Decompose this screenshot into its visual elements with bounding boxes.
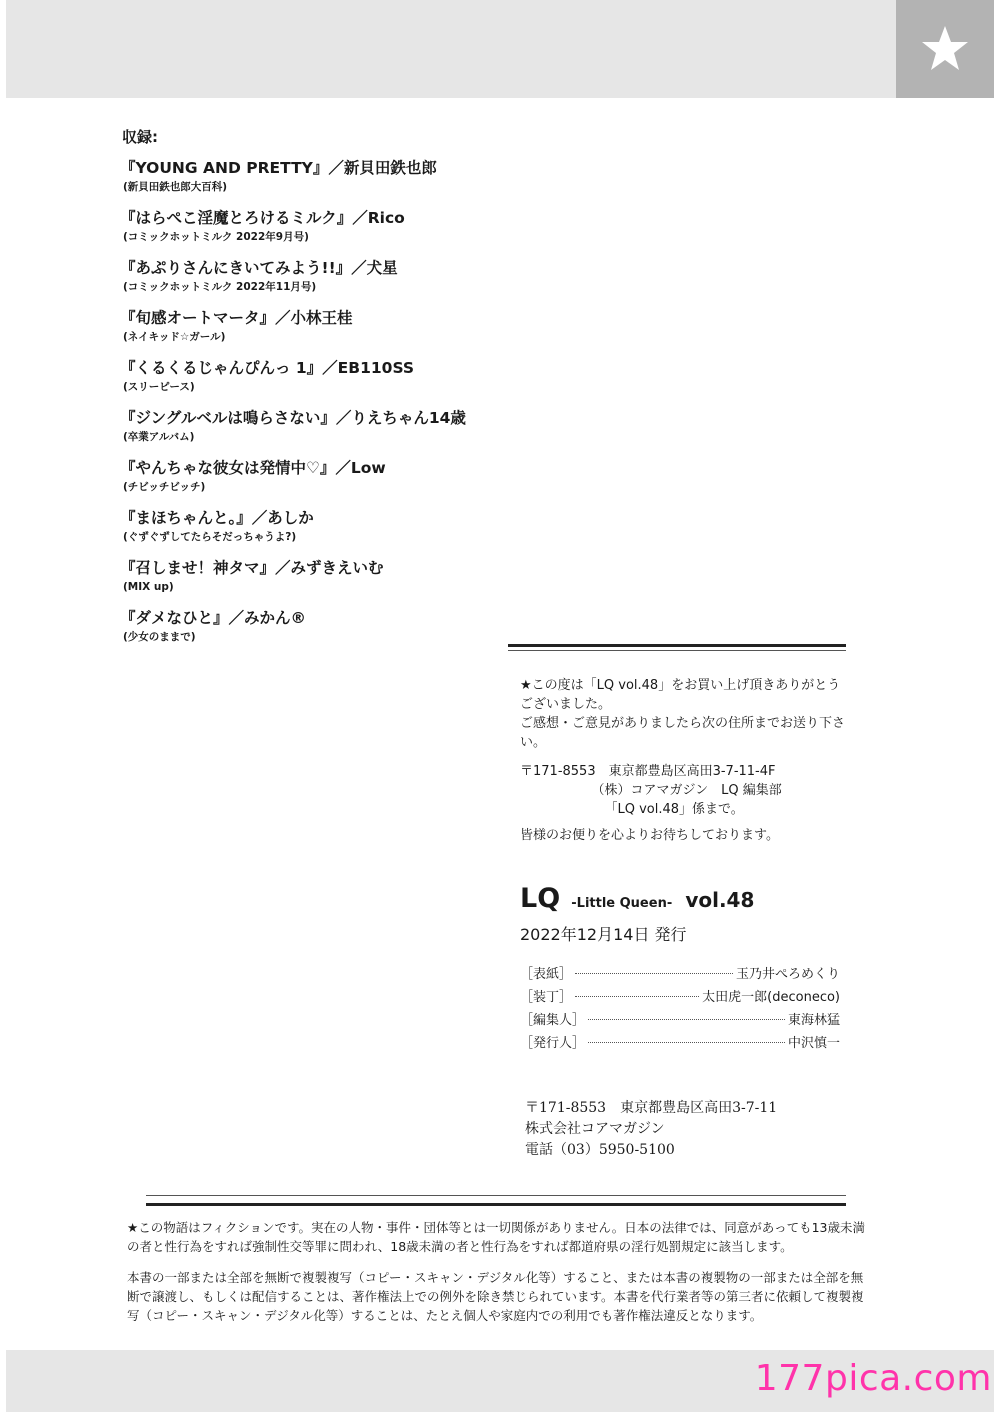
dot-leader <box>575 973 733 974</box>
work-title: 『ダメなひと』／みかん® <box>120 609 307 627</box>
work-title: 『ジングルベルは鳴らさない』／りえちゃん14歳 <box>120 409 466 427</box>
work-source: (卒業アルバム) <box>123 431 195 443</box>
magazine-name: LQ <box>520 883 561 914</box>
credit-row <box>520 1032 840 1055</box>
work-source: (コミックホットミルク 2022年9月号) <box>123 231 309 243</box>
credit-role: ［装丁］ <box>520 990 573 1005</box>
top-gray-band <box>6 0 896 98</box>
list-item <box>120 407 480 457</box>
list-item <box>120 457 480 507</box>
credit-row <box>520 1009 840 1032</box>
fiction-text: ★この物語はフィクションです。実在の人物・事件・団体等とは一切関係がありません。日本の法律では、同意があっても13歳未満の者と性行為をすれば強制性交等罪に問われ、18歳未満の者と性行為をすれば都道府県の淫行処罰規定に該当します。 <box>127 1220 865 1254</box>
list-item <box>120 557 480 607</box>
thanks-message <box>520 676 850 752</box>
credit-role: ［編集人］ <box>520 1013 586 1028</box>
copyright-text: 本書の一部または全部を無断で複製複写（コピー・スキャン・デジタル化等）すること、または本書の複製物の一部または全部を無断で譲渡し、もしくは配信することは、著作権法上での例外を除き禁じられています。本書を代行業者等の第三者に依頼して複製複写（コピー・スキャン・デジタル化等）することは、たとえ個人や家庭内での利用でも著作権法違反となります。 <box>127 1270 864 1323</box>
list-item <box>120 157 480 207</box>
work-source: (コミックホットミルク 2022年11月号) <box>123 281 317 293</box>
dot-leader <box>588 1019 785 1020</box>
credit-role: ［表紙］ <box>520 967 573 982</box>
credit-row <box>520 986 840 1009</box>
star-box <box>896 0 994 98</box>
list-item <box>120 357 480 407</box>
list-item <box>120 507 480 557</box>
credit-row <box>520 963 840 986</box>
list-item <box>120 257 480 307</box>
watermark: 177pica.com <box>754 1358 992 1399</box>
work-title: 『召しませ！神タマ』／みずきえいむ <box>120 559 384 577</box>
work-source: (ネイキッド☆ガール) <box>123 331 226 343</box>
dot-leader <box>575 996 699 997</box>
list-item <box>120 607 480 657</box>
contents-heading: 収録: <box>122 128 158 146</box>
credits-list <box>520 963 840 1055</box>
closing-line: 皆様のお便りを心よりお待ちしております。 <box>520 828 779 843</box>
publisher-info: 〒171-8553 東京都豊島区高田3-7-11 株式会社コアマガジン 電話（03）5950-5100 <box>525 1100 778 1158</box>
work-title: 『くるくるじゃんぴんっ 1』／EB110SS <box>120 359 415 377</box>
work-title: 『やんちゃな彼女は発情中♡』／Low <box>120 459 386 477</box>
work-source: (新貝田鉄也郎大百科) <box>123 181 228 193</box>
divider-rule <box>146 1195 846 1196</box>
work-source: (少女のままで) <box>123 631 196 643</box>
magazine-subtitle: -Little Queen- <box>571 896 673 911</box>
credit-name: 玉乃井ぺろめくり <box>735 967 840 982</box>
credit-name: 中沢慎一 <box>787 1036 840 1051</box>
dot-leader <box>588 1042 785 1043</box>
credit-name: 太田虎一郎(deconeco) <box>702 990 840 1005</box>
work-title: 『まほちゃんと。』／あしか <box>120 509 314 527</box>
thanks-line: ご感想・ご意見がありましたら次の住所までお送り下さい。 <box>520 716 846 750</box>
work-source: (ぐずぐずしてたらそだっちゃうよ?) <box>123 531 297 543</box>
work-title: 『YOUNG AND PRETTY』／新貝田鉄也郎 <box>120 159 437 177</box>
contents-list <box>120 157 480 657</box>
magazine-volume: vol.48 <box>685 888 755 912</box>
divider-rule <box>508 644 846 647</box>
mailing-address: 〒171-8553 東京都豊島区高田3-7-11-4F （株）コアマガジン LQ 編集部 「LQ vol.48」係まで。 <box>520 764 782 817</box>
list-item <box>120 207 480 257</box>
work-title: 『はらぺこ淫魔とろけるミルク』／Rico <box>120 209 405 227</box>
work-source: (スリーピース) <box>123 381 195 393</box>
credit-name: 東海林猛 <box>787 1013 840 1028</box>
divider-rule <box>508 650 846 651</box>
work-title: 『あぷりさんにきいてみよう!!』／犬星 <box>120 259 398 277</box>
work-title: 『旬感オートマータ』／小林王桂 <box>120 309 353 327</box>
credit-role: ［発行人］ <box>520 1036 586 1051</box>
copyright-notice <box>127 1268 867 1325</box>
thanks-line: ★この度は「LQ vol.48」をお買い上げ頂きありがとうございました。 <box>520 678 841 712</box>
fiction-notice <box>127 1218 867 1256</box>
divider-rule <box>146 1203 846 1206</box>
work-source: (MIX up) <box>123 581 174 593</box>
magazine-title <box>520 883 754 914</box>
work-source: (チビッチビッチ) <box>123 481 206 493</box>
star-icon <box>920 24 970 74</box>
publication-date: 2022年12月14日 発行 <box>520 925 687 944</box>
list-item <box>120 307 480 357</box>
